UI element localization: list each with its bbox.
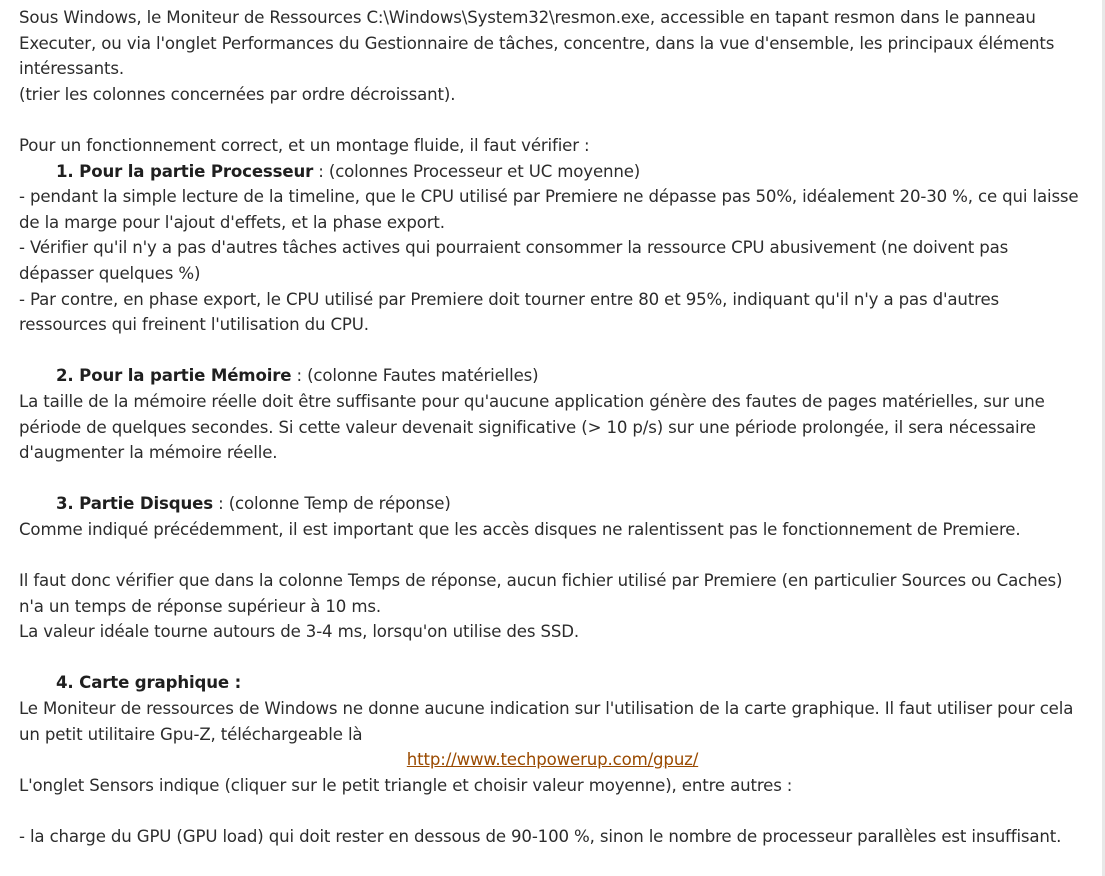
section-heading-memory <box>19 363 1086 389</box>
spacer <box>19 107 1086 133</box>
spacer <box>19 338 1086 364</box>
spacer <box>19 466 1086 492</box>
section-subtitle-cpu: : (colonnes Processeur et UC moyenne) <box>313 161 641 181</box>
section-title-cpu: 1. Pour la partie Processeur <box>56 161 314 181</box>
gpuz-download-link[interactable]: http://www.techpowerup.com/gpuz/ <box>406 750 699 770</box>
gpu-paragraph-1: Le Moniteur de ressources de Windows ne donne aucune indication sur l'utilisation de la carte graphique. Il faut utiliser pour cela un petit utilitaire Gpu-Z, téléchargeable là <box>19 699 1074 744</box>
spacer <box>19 542 1086 568</box>
cpu-paragraph-2: - Vérifier qu'il n'y a pas d'autres tâches actives qui pourraient consommer la ressource CPU abusivement (ne doivent pas dépasser quelques %) <box>19 238 1009 283</box>
check-intro: Pour un fonctionnement correct, et un montage fluide, il faut vérifier : <box>19 135 590 155</box>
disks-paragraph-2: Il faut donc vérifier que dans la colonne Temps de réponse, aucun fichier utilisé par Premiere (en particulier Sources ou Caches) n'a un temps de réponse supérieur à 10 ms. <box>19 571 1063 616</box>
intro-paragraph: Sous Windows, le Moniteur de Ressources C:\Windows\System32\resmon.exe, accessible en tapant resmon dans le panneau Executer, ou via l'onglet Performances du Gestionnaire de tâches, concentre, dans la vue d'ensemble, les principaux éléments intéressants. <box>19 8 1055 79</box>
section-title-memory: 2. Pour la partie Mémoire <box>56 366 292 386</box>
gpu-paragraph-3: - la charge du GPU (GPU load) qui doit rester en dessous de 90-100 %, sinon le nombre de processeur parallèles est insuffisant. <box>19 827 1062 846</box>
spacer <box>19 798 1086 824</box>
section-heading-gpu <box>19 670 1086 696</box>
cpu-paragraph-3: - Par contre, en phase export, le CPU utilisé par Premiere doit tourner entre 80 et 95%, indiquant qu'il n'y a pas d'autres ressources qui freinent l'utilisation du CPU. <box>19 289 1000 335</box>
section-title-disks: 3. Partie Disques <box>56 494 213 514</box>
section-heading-cpu <box>19 159 1086 185</box>
disks-paragraph-1: Comme indiqué précédemment, il est important que les accès disques ne ralentissent pas le fonctionnement de Premiere. <box>19 519 1021 539</box>
disks-paragraph-3: La valeur idéale tourne autours de 3-4 ms, lorsqu'on utilise des SSD. <box>19 622 579 642</box>
gpuz-link-line <box>19 747 1086 773</box>
gpu-paragraph-2: L'onglet Sensors indique (cliquer sur le petit triangle et choisir valeur moyenne), entre autres : <box>19 775 793 795</box>
section-subtitle-memory: : (colonne Fautes matérielles) <box>291 366 539 386</box>
spacer <box>19 645 1086 671</box>
memory-paragraph-1: La taille de la mémoire réelle doit être suffisante pour qu'aucune application génère des fautes de pages matérielles, sur une période de quelques secondes. Si cette valeur devenait significative (> 10 p/s) sur une période prolongée, il sera nécessaire d'augmenter la mémoire réelle. <box>19 391 1045 463</box>
section-subtitle-disks: : (colonne Temp de réponse) <box>213 494 451 514</box>
section-title-gpu: 4. Carte graphique : <box>56 673 242 693</box>
section-heading-disks <box>19 491 1086 517</box>
intro-sort-note: (trier les colonnes concernées par ordre décroissant). <box>19 84 456 104</box>
cpu-paragraph-1: - pendant la simple lecture de la timeline, que le CPU utilisé par Premiere ne dépasse pas 50%, idéalement 20-30 %, ce qui laisse de la marge pour l'ajout d'effets, et la phase export. <box>19 187 1079 232</box>
